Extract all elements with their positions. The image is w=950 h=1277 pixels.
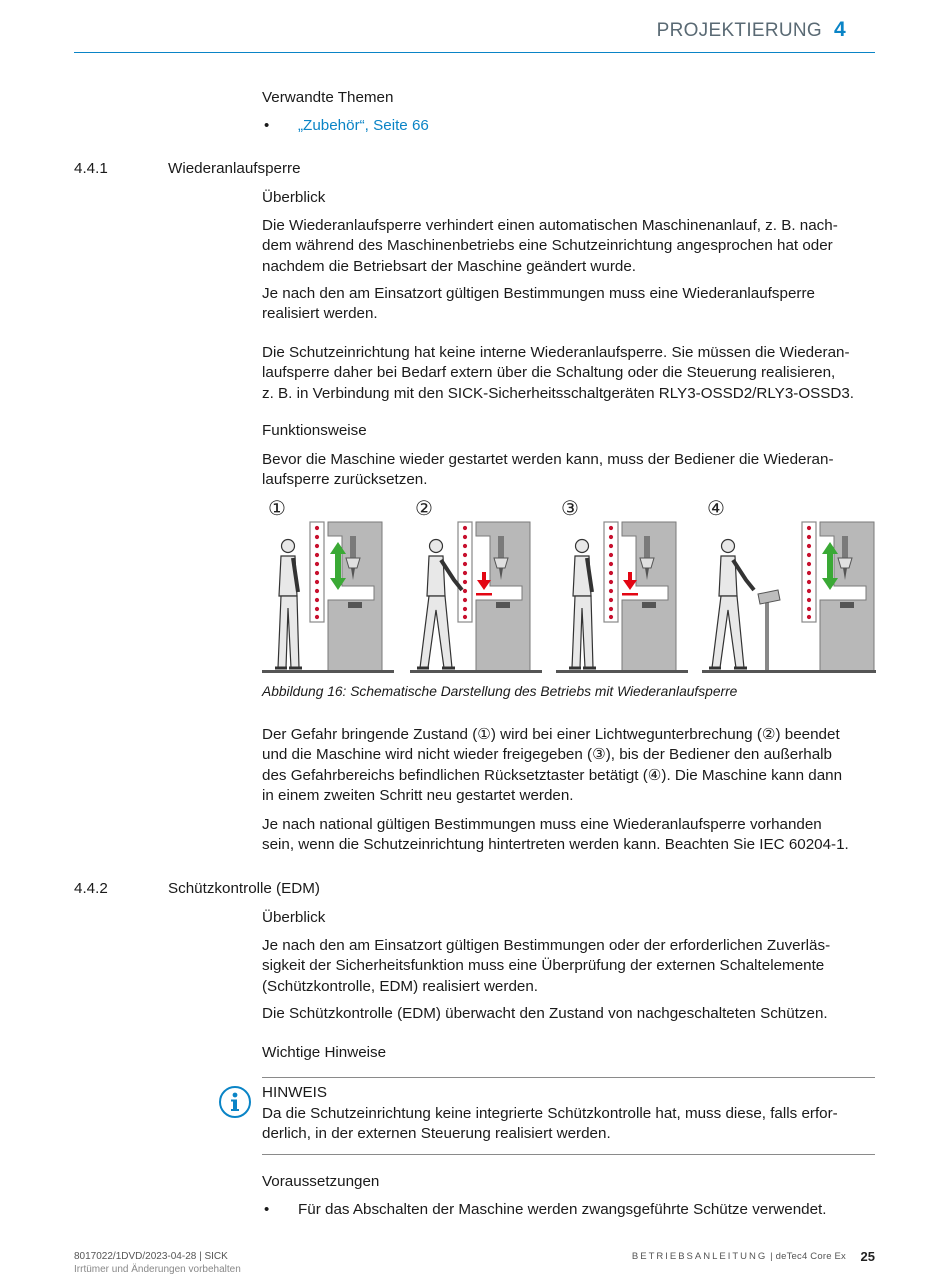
step-number-3: ③ <box>561 498 579 520</box>
overview-heading-442: Überblick <box>262 909 326 926</box>
figure-illustration <box>262 496 876 678</box>
text-line: in einem zweiten Schritt neu gestartet werden. <box>262 786 574 804</box>
step-number-1: ① <box>268 498 286 520</box>
text-line: realisiert werden. <box>262 305 378 323</box>
paragraph-edm-monitor: Die Schützkontrolle (EDM) überwacht den Zustand von nachgeschalteten Schützen. <box>262 1005 828 1022</box>
overview-heading: Überblick <box>262 189 326 206</box>
related-link-zubehoer[interactable]: „Zubehör“, Seite 66 <box>298 117 429 134</box>
text-line: sigkeit der Sicherheitsfunktion muss eine Überprüfung der externen Schaltelemente <box>262 957 825 975</box>
chapter-title: PROJEKTIERUNG <box>656 20 823 41</box>
text-line: und die Maschine wird nicht wieder freigegeben (③), bis der Bediener den außerhalb <box>262 746 832 764</box>
text-line: derlich, in der externen Steuerung realisiert werden. <box>262 1125 611 1143</box>
text-line: Der Gefahr bringende Zustand (①) wird bei einer Lichtwegunterbrechung (②) beendet <box>262 726 840 743</box>
section-title-441: Wiederanlaufsperre <box>168 160 301 177</box>
info-icon <box>218 1085 252 1119</box>
paragraph-no-internal-lock <box>262 343 875 404</box>
bullet-marker: • <box>264 1201 270 1218</box>
related-topics-heading: Verwandte Themen <box>262 89 394 106</box>
panel-2-interrupted <box>410 522 542 673</box>
text-line: sein, wenn die Schutzeinrichtung hintertreten werden kann. Beachten Sie IEC 60204-1. <box>262 836 849 854</box>
footer-disclaimer: Irrtümer und Änderungen vorbehalten <box>74 1264 241 1275</box>
section-number-442: 4.4.2 <box>74 880 108 897</box>
text-line: Je nach den am Einsatzort gültigen Bestimmungen muss eine Wiederanlaufsperre <box>262 285 815 302</box>
panel-1-running <box>262 522 394 673</box>
page-number: 25 <box>860 1249 875 1264</box>
notice-top-rule <box>262 1077 875 1078</box>
text-line: laufsperre daher bei Bedarf extern über die Schaltung oder die Steuerung realisieren, <box>262 364 836 382</box>
section-number-441: 4.4.1 <box>74 160 108 177</box>
header-divider <box>74 52 875 53</box>
text-line: nachdem die Betriebsart der Maschine geändert wurde. <box>262 257 636 275</box>
section-title-442: Schützkontrolle (EDM) <box>168 880 320 897</box>
step-number-2: ② <box>415 498 433 520</box>
text-line: laufsperre zurücksetzen. <box>262 471 428 489</box>
panel-3-locked <box>556 522 688 673</box>
text-line: Bevor die Maschine wieder gestartet werden kann, muss der Bediener die Wiederan- <box>262 451 834 468</box>
footer-doc-info <box>74 1250 241 1276</box>
footer-product: deTec4 Core Ex <box>775 1251 846 1262</box>
prerequisite-item: Für das Abschalten der Maschine werden zwangsgeführte Schütze verwendet. <box>298 1201 827 1218</box>
text-line: Je nach national gültigen Bestimmungen muss eine Wiederanlaufsperre vorhanden <box>262 816 822 833</box>
text-line: Die Wiederanlaufsperre verhindert einen automatischen Maschinenanlauf, z. B. nach- <box>262 217 838 234</box>
paragraph-national-rules <box>262 815 875 856</box>
text-line: des Gefahrbereichs befindlichen Rücksetztaster betätigt (④). Die Maschine kann dann <box>262 766 843 784</box>
text-line: (Schützkontrolle, EDM) realisiert werden. <box>262 977 539 995</box>
running-header <box>657 18 846 42</box>
step-number-4: ④ <box>707 498 725 520</box>
paragraph-intro <box>262 216 875 277</box>
footer-manual-label: BETRIEBSANLEITUNG <box>631 1251 768 1262</box>
text-line: Die Schutzeinrichtung hat keine interne Wiederanlaufsperre. Sie müssen die Wiederan- <box>262 344 850 361</box>
panel-4-reset <box>702 522 876 673</box>
paragraph-edm-intro <box>262 936 875 997</box>
notice-bottom-rule <box>262 1154 875 1155</box>
function-heading: Funktionsweise <box>262 422 367 439</box>
footer-doc-id: 8017022/1DVD/2023-04-28 | SICK <box>74 1251 228 1262</box>
figure-caption: Abbildung 16: Schematische Darstellung des Betriebs mit Wiederanlaufsperre <box>262 684 738 699</box>
text-line: z. B. in Verbindung mit den SICK-Sicherheitsschaltgeräten RLY3-OSSD2/RLY3-OSSD3. <box>262 384 855 402</box>
bullet-marker: • <box>264 117 270 134</box>
text-line: dem während des Maschinenbetriebs eine Schutzeinrichtung angesprochen hat oder <box>262 237 833 255</box>
paragraph-sequence <box>262 725 875 806</box>
footer-separator: | <box>767 1251 776 1262</box>
figure-restart-interlock <box>262 496 876 678</box>
important-notes-heading: Wichtige Hinweise <box>262 1044 387 1061</box>
prerequisites-heading: Voraussetzungen <box>262 1173 380 1190</box>
notice-text <box>262 1104 875 1145</box>
paragraph-function <box>262 450 875 491</box>
text-line: Je nach den am Einsatzort gültigen Bestimmungen oder der erforderlichen Zuverläs- <box>262 937 831 954</box>
notice-title: HINWEIS <box>262 1084 327 1101</box>
text-line: Da die Schutzeinrichtung keine integrierte Schützkontrolle hat, muss diese, falls erfor- <box>262 1105 838 1122</box>
paragraph-regulations <box>262 284 875 325</box>
chapter-number: 4 <box>834 18 846 41</box>
footer-manual-info <box>632 1251 846 1262</box>
